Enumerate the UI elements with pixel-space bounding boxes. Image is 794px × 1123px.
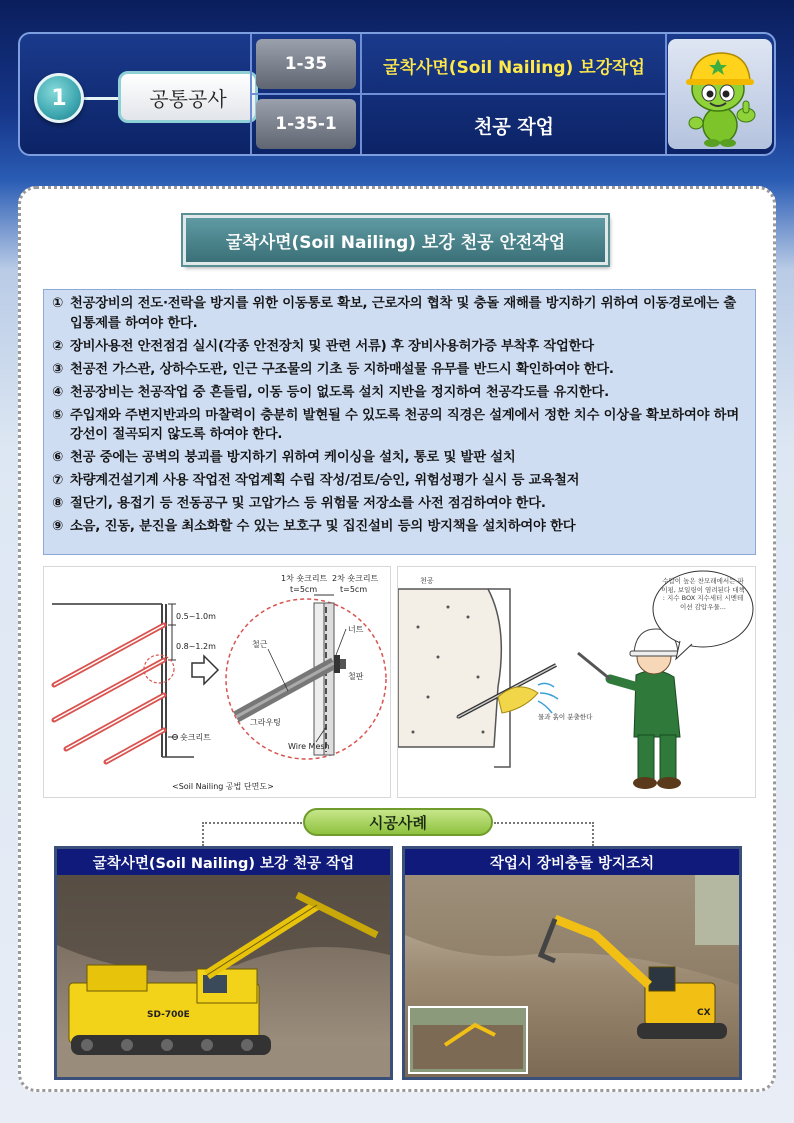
examples-label: 시공사례 [303,808,493,836]
label-shotcrete: 숏크리트 [180,733,211,742]
connector-line [82,97,122,100]
code-sub: 1-35-1 [256,99,356,149]
page-header [18,32,776,156]
dim-label-1: 0.5~1.0m [176,612,216,621]
item-text: 소음, 진동, 분진을 최소화할 수 있는 보호구 및 집진설비 등의 방지책을 설치하여야 한다 [70,519,576,534]
item-text: 차량계건설기계 사용 작업전 작업계획 수립 작성/검토/승인, 위험성평가 실시 등 교육철저 [70,473,580,488]
piping-warning-figure [398,567,757,799]
label-grouting: 그라우팅 [250,718,281,727]
code-main: 1-35 [256,39,356,89]
label-water: 물과 흙이 분출한다 [538,713,593,721]
item-text: 천공장비는 천공작업 중 흔들림, 이동 등이 없도록 설치 지반을 정지하여 천공각도를 유지한다. [70,384,609,400]
item-number: ② [52,338,64,354]
list-item [52,517,747,537]
label-plate: 철판 [348,672,364,681]
label-wiremesh: Wire Mesh [288,742,330,751]
list-item [52,494,747,514]
list-item [52,360,747,380]
label-nut: 너트 [348,625,364,634]
item-number: ① [52,296,64,311]
item-number: ⑨ [52,519,64,534]
safety-list [43,289,756,555]
title-sub: 천공 작업 [473,115,555,138]
item-text: 주입재와 주변지반과의 마찰력이 충분히 발현될 수 있도록 천공의 직경은 설계에서 정한 치수 이상을 확보하여야 하며 강선이 절곡되지 않도록 하여야 한다. [70,407,739,442]
photo-title: 굴착사면(Soil Nailing) 보강 천공 작업 [57,849,390,875]
dotted-connector [202,822,204,846]
section-number-badge: 1 [34,73,84,123]
header-category-area [20,34,250,154]
soil-nailing-diagram [43,566,391,798]
label-shotcrete1: 1차 숏크리트 [281,574,328,583]
diagram-caption: <Soil Nailing 공법 단면도> [172,782,274,791]
category-label: 공통공사 [118,71,258,123]
photo-image [405,875,739,1077]
item-number: ⑦ [52,473,64,488]
dim-label-2: 0.8~1.2m [176,642,216,651]
worker-illustration [397,566,756,798]
list-item [52,448,747,468]
bubble-text: 수압이 높은 찬모래에서는 파이핑, 보일링이 염려된다 대책 : 지수 BOX 지수세터 시멘테이션 감압우물... [661,577,745,611]
photo-collision-prevention [402,846,742,1080]
list-item [52,383,747,403]
mascot-icon [668,39,772,149]
photo-image [57,875,390,1077]
label-rebar: 철근 [252,640,268,649]
worker-figure [578,629,681,789]
list-item [52,406,747,445]
photo-drilling [54,846,393,1080]
item-text: 천공전 가스관, 상하수도관, 인근 구조물의 기초 등 지하매설물 유무를 반드시 확인하여야 한다. [70,361,614,377]
item-number: ③ [52,361,64,377]
title-main: 굴착사면(Soil Nailing) 보강작업 [383,57,645,78]
item-text: 천공장비의 전도·전락을 방지를 위한 이동통로 확보, 근로자의 협착 및 충돌 재해를 방지하기 위하여 이동경로에는 출입통제를 하여야 한다. [70,296,737,331]
divider [665,34,667,154]
label-t2: t=5cm [340,585,368,594]
item-text: 천공 중에는 공벽의 붕괴를 방지하기 위하여 케이싱을 설치, 통로 및 발판 설치 [70,450,516,465]
list-item [52,294,747,333]
item-text: 장비사용전 안전점검 실시(각종 안전장치 및 관련 서류) 후 장비사용허가증 부착후 작업한다 [70,338,594,354]
excavator-model-text: CX [697,1008,711,1018]
item-number: ④ [52,384,64,400]
item-number: ⑧ [52,496,64,511]
excavator-photo [405,875,739,1077]
soil-nailing-section-figure [44,567,392,799]
dotted-connector [592,822,594,846]
mascot-panel [668,39,772,149]
label-t1: t=5cm [290,585,318,594]
list-item [52,337,747,357]
item-number: ⑤ [52,407,64,423]
drill-rig-photo [57,875,390,1077]
item-text: 절단기, 용접기 등 전동공구 및 고압가스 등 위험물 저장소를 사전 점검하여야 한다. [70,496,546,511]
list-item [52,471,747,491]
label-hole: 천공 [420,577,434,585]
rig-model-text: SD-700E [147,1010,190,1020]
dotted-connector [202,822,302,824]
item-number: ⑥ [52,450,64,465]
photo-title: 작업시 장비충돌 방지조치 [405,849,739,875]
label-shotcrete2: 2차 숏크리트 [332,574,379,583]
section-title: 굴착사면(Soil Nailing) 보강 천공 안전작업 [183,215,608,265]
dotted-connector [494,822,594,824]
